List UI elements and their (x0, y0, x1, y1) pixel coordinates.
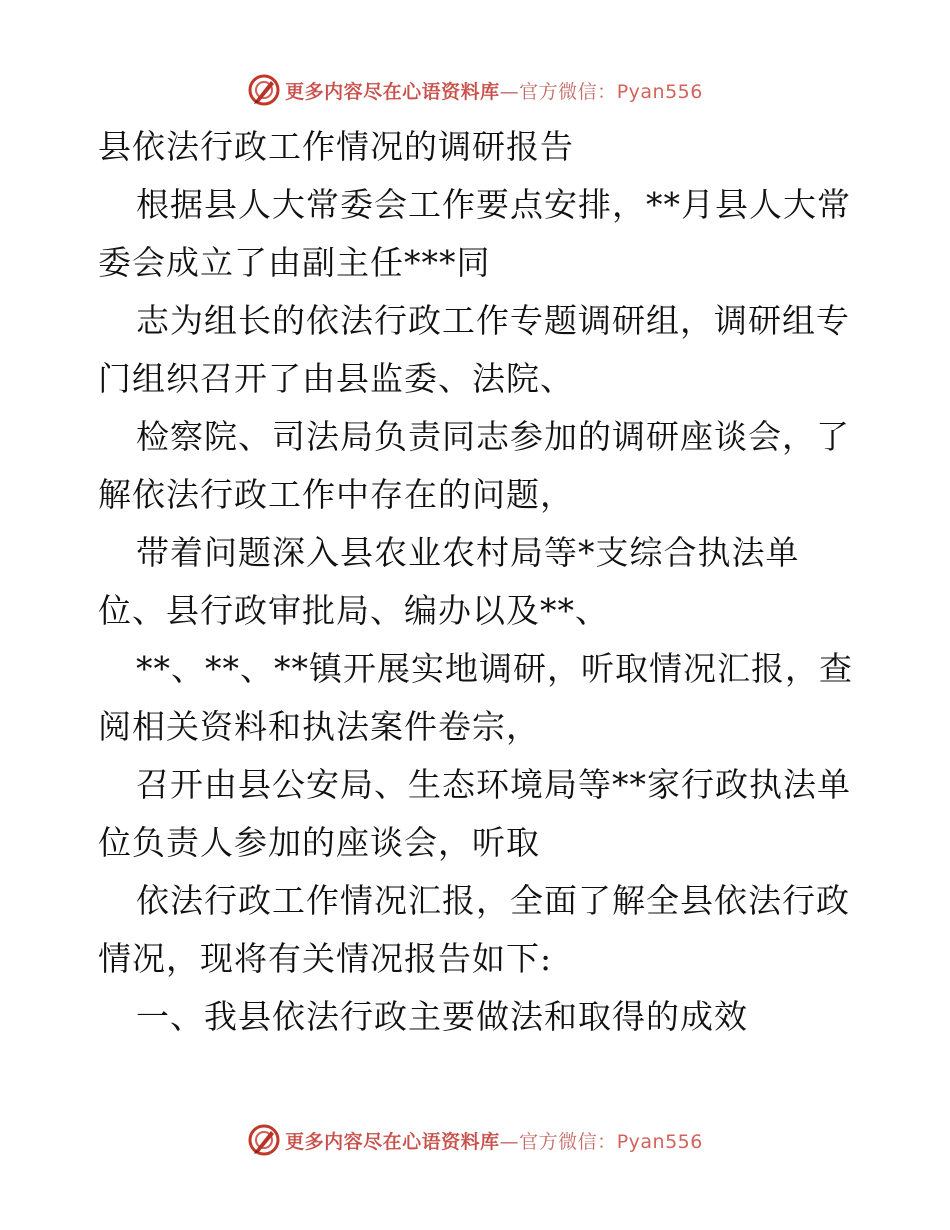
section-heading: 一、我县依法行政主要做法和取得的成效 (136, 997, 748, 1036)
body-line: **、**、**镇开展实地调研，听取情况汇报，查 (136, 649, 853, 688)
body-line: 情况，现将有关情况报告如下: (98, 939, 553, 978)
body-line: 位负责人参加的座谈会，听取 (98, 823, 540, 862)
body-line: 根据县人大常委会工作要点安排，**月县人大常 (136, 185, 851, 224)
pen-logo-icon (247, 1123, 281, 1157)
watermark-text: 更多内容尽在心语资料库—官方微信：Pyan556 (285, 80, 703, 103)
body-line: 召开由县公安局、生态环境局等**家行政执法单 (136, 765, 851, 804)
watermark-text: 更多内容尽在心语资料库—官方微信：Pyan556 (285, 1130, 703, 1153)
body-line: 位、县行政审批局、编办以及**、 (98, 591, 609, 630)
pen-logo-icon (247, 73, 281, 107)
body-line: 委会成立了由副主任***同 (98, 243, 491, 282)
body-line: 依法行政工作情况汇报，全面了解全县依法行政 (136, 881, 850, 920)
body-line: 检察院、司法局负责同志参加的调研座谈会，了 (136, 417, 850, 456)
body-line: 带着问题深入县农业农村局等*支综合执法单 (136, 533, 800, 572)
body-line: 阅相关资料和执法案件卷宗， (98, 707, 540, 746)
header-watermark (0, 70, 950, 110)
body-line: 解依法行政工作中存在的问题， (98, 475, 574, 514)
body-line: 门组织召开了由县监委、法院、 (98, 359, 574, 398)
body-line: 志为组长的依法行政工作专题调研组，调研组专 (136, 301, 850, 340)
document-body (98, 118, 868, 1046)
footer-watermark (0, 1120, 950, 1160)
document-title: 县依法行政工作情况的调研报告 (98, 127, 574, 166)
